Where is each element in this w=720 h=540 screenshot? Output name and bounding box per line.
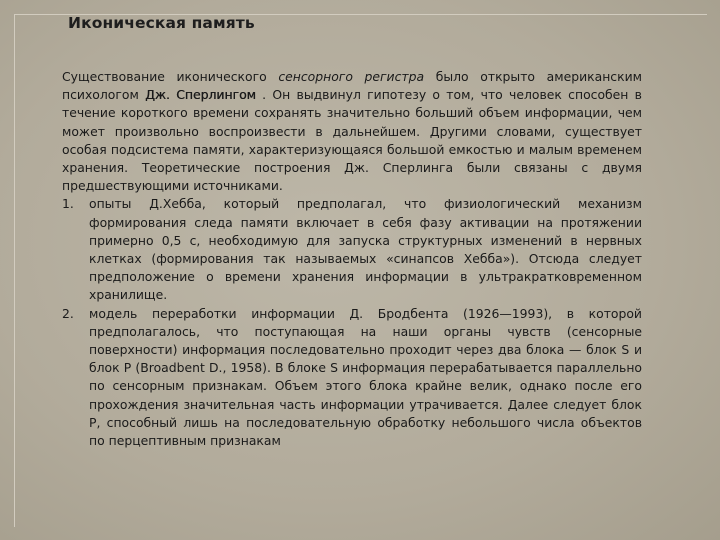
intro-paragraph [62, 68, 642, 195]
list-item-number: 1. [62, 196, 74, 212]
person-sperling: Дж. Сперлингом [145, 87, 256, 103]
sources-list [62, 195, 642, 450]
term-sensory-register: сенсорного регистра [278, 69, 425, 84]
list-item-number: 2. [62, 305, 74, 321]
list-item [62, 305, 642, 451]
intro-text-2: было открыто американским психологом [62, 69, 642, 103]
intro-text-1: Существование иконического [62, 69, 279, 84]
list-item [62, 195, 642, 304]
slide-title: Иконическая память [68, 14, 255, 32]
intro-text-3: . Он выдвинул гипотезу о том, что человек способен в течение короткого времени сохранять значительно больший объем информации, чем может произвольно воспроизвести в дальнейшем. Другими словами, существует особая подсистема памяти, характеризующаяся большой емкостью и малым временем хранения. Теоретические построения Дж. Сперлинга были связаны с двумя предшествующими источниками. [62, 87, 642, 194]
list-item-text: модель переработки информации Д. Бродбента (1926—1993), в которой предполагалось, что поступающая на наши органы чувств (сенсорные поверхности) информация последовательно проходит через два блока — блок S и блок P (Broadbent D., 1958). В блоке S информация перерабатывается параллельно по сенсорным признакам. Объем этого блока крайне велик, однако после его прохождения значительная часть информации утрачивается. Далее следует блок P, способный лишь на последовательную обработку небольшого числа объектов по перцептивным признакам [89, 305, 642, 449]
list-item-text: опыты Д.Хебба, который предполагал, что физиологический механизм формирования следа памяти включает в себя фазу активации на протяжении примерно 0,5 с, необходимую для запуска структурных изменений в нервных клетках (формирования так называемых «синапсов Хебба»). Отсюда следует предположение о времени хранения информации в ультракратковременном хранилище. [89, 196, 642, 303]
slide-body [62, 68, 642, 450]
